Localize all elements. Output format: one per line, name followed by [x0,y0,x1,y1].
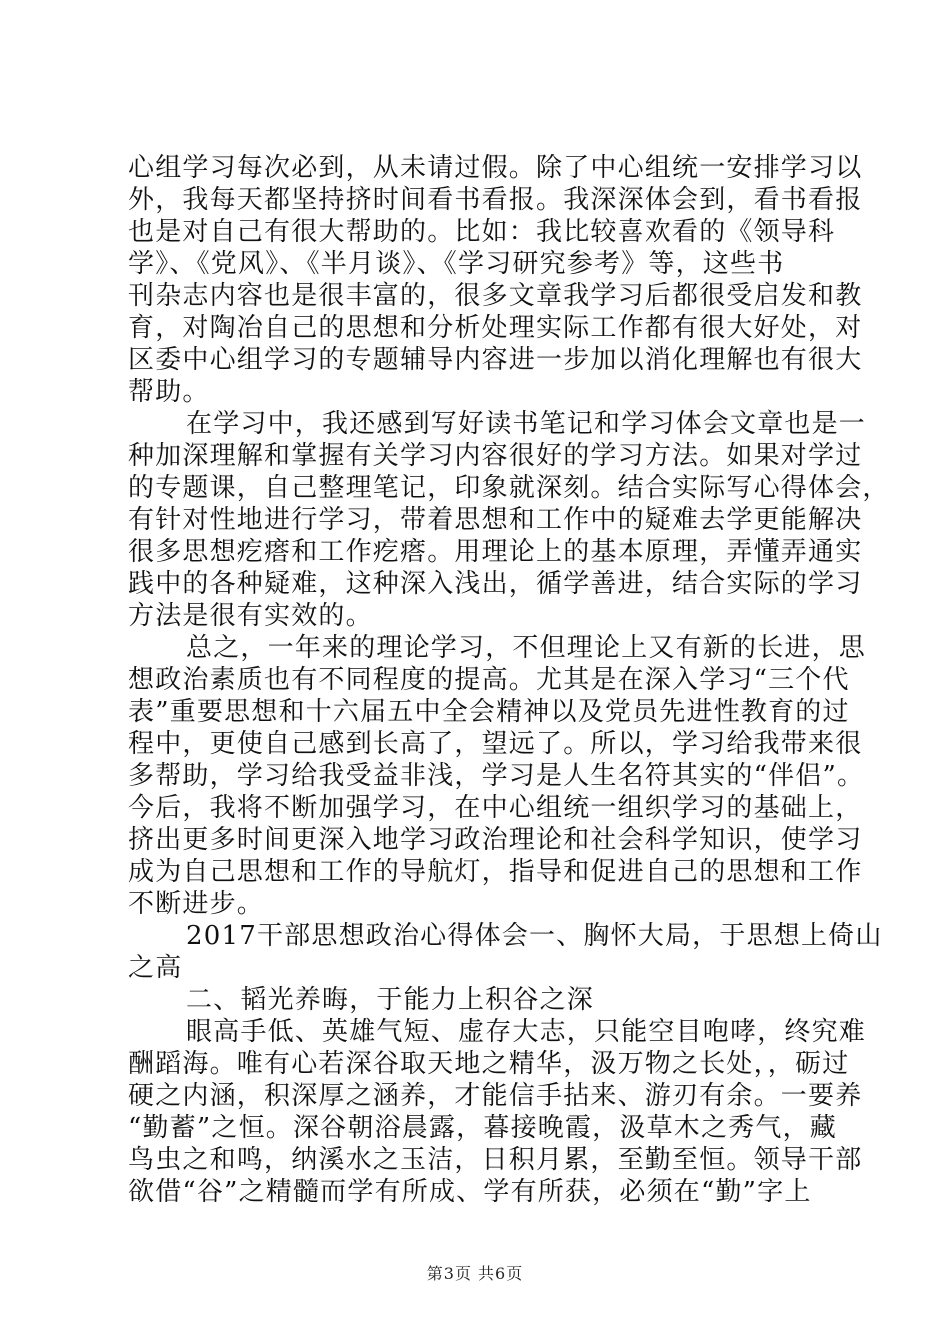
text-line: 程中，更使自己感到长高了，望远了。所以，学习给我带来很 [128,729,863,759]
text-line: 眼高手低、英雄气短、虚存大志，只能空目咆哮，终究难 [186,1017,867,1047]
text-line: 挤出更多时间更深入地学习政治理论和社会科学知识，使学习 [128,825,863,855]
document-body [128,152,890,1208]
text-line: 的专题课，自己整理笔记，印象就深刻。结合实际写心得体会， [128,473,890,503]
text-line: 很多思想疙瘩和工作疙瘩。用理论上的基本原理，弄懂弄通实 [128,537,863,567]
text-line: 心组学习每次必到，从未请过假。除了中心组统一安排学习以 [128,153,863,183]
text-line: 践中的各种疑难，这种深入浅出，循学善进，结合实际的学习 [128,569,863,599]
text-line: 方法是很有实效的。 [128,601,373,631]
text-line: 区委中心组学习的专题辅导内容进一步加以消化理解也有很大 [128,345,863,375]
text-line: 想政治素质也有不同程度的提高。尤其是在深入学习“三个代 [128,665,850,695]
text-line: 欲借“谷”之精髓而学有所成、学有所获，必须在“勤”字上 [128,1177,812,1207]
text-line: 不断进步。 [128,889,265,919]
text-line: 外，我每天都坚持挤时间看书看报。我深深体会到，看书看报 [128,185,863,215]
text-line: 二、韬光养晦，于能力上积谷之深 [186,985,595,1015]
text-line: 刊杂志内容也是很丰富的，很多文章我学习后都很受启发和教 [128,281,863,311]
text-line: 2017干部思想政治心得体会一、胸怀大局，于思想上倚山 [186,921,883,951]
text-line: 帮助。 [128,377,210,407]
text-line: 成为自己思想和工作的导航灯，指导和促进自己的思想和工作 [128,857,863,887]
text-line: 育，对陶冶自己的思想和分析处理实际工作都有很大好处，对 [128,313,863,343]
text-line: 今后，我将不断加强学习，在中心组统一组织学习的基础上， [128,793,863,823]
text-line: 鸟虫之和鸣，纳溪水之玉洁，日积月累，至勤至恒。领导干部 [128,1145,863,1175]
text-line: 酬蹈海。唯有心若深谷取天地之精华，汲万物之长处，，砺过 [128,1049,850,1079]
page-number-footer: 第3页 共6页 [426,1264,524,1283]
text-line: 总之，一年来的理论学习，不但理论上又有新的长进，思 [186,633,867,663]
text-line: “勤蓄”之恒。深谷朝浴晨露，暮接晚霞，汲草木之秀气，藏 [128,1113,837,1143]
text-line: 种加深理解和掌握有关学习内容很好的学习方法。如果对学过 [128,441,863,471]
text-line: 学》、《党风》、《半月谈》、《学习研究参考》等，这些书 [128,249,785,279]
text-line: 有针对性地进行学习，带着思想和工作中的疑难去学更能解决 [128,505,863,535]
text-line: 多帮助，学习给我受益非浅，学习是人生名符其实的“伴侣”。 [128,761,865,791]
text-line: 在学习中，我还感到写好读书笔记和学习体会文章也是一 [186,409,867,439]
text-line: 硬之内涵，积深厚之涵养，才能信手拈来、游刃有余。一要养 [128,1081,863,1111]
text-line: 也是对自己有很大帮助的。比如：我比较喜欢看的《领导科 [128,217,836,247]
text-line: 之高 [128,953,183,983]
text-line: 表”重要思想和十六届五中全会精神以及党员先进性教育的过 [128,697,850,727]
